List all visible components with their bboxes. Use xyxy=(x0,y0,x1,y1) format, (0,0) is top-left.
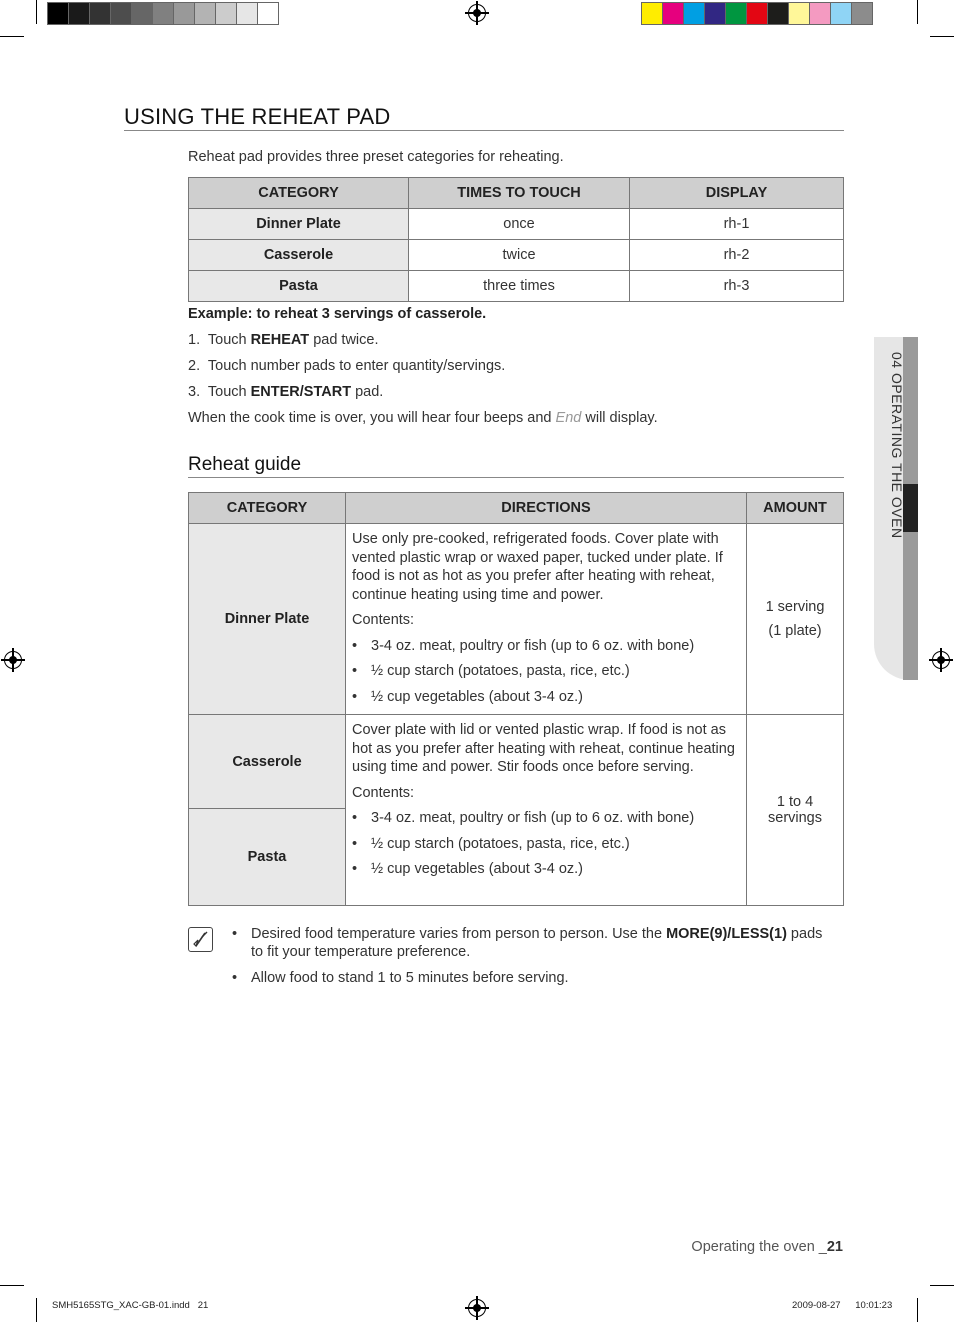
list-item xyxy=(188,358,505,384)
color-swatch xyxy=(257,2,279,25)
registration-mark-icon xyxy=(932,651,950,669)
color-swatch xyxy=(662,2,684,25)
category-cell: Dinner Plate xyxy=(189,524,346,715)
color-swatch xyxy=(788,2,810,25)
display-cell: rh-1 xyxy=(630,209,844,240)
notes-list xyxy=(232,925,832,995)
step-text: pad twice. xyxy=(309,332,379,348)
step-number: 3. xyxy=(188,384,201,400)
list-item xyxy=(188,332,505,358)
times-cell: three times xyxy=(409,271,630,302)
table-row xyxy=(189,524,844,715)
directions-text: Cover plate with lid or vented plastic wrap. If food is not as hot as you prefer after heating with reheat, continue heating using time and power. Stir foods once before serving. xyxy=(352,722,735,775)
step-number: 2. xyxy=(188,358,201,374)
contents-list xyxy=(352,637,738,707)
column-header: CATEGORY xyxy=(189,493,346,524)
color-swatch xyxy=(173,2,195,25)
times-cell: twice xyxy=(409,240,630,271)
category-cell: Pasta xyxy=(189,271,409,302)
list-item: • 3-4 oz. meat, poultry or fish (up to 6 oz. with bone) xyxy=(352,809,738,828)
table-header-row xyxy=(189,493,844,524)
category-cell: Pasta xyxy=(189,809,346,906)
display-cell: rh-3 xyxy=(630,271,844,302)
list-item xyxy=(232,925,832,961)
registration-mark-icon xyxy=(468,4,486,22)
contents-label: Contents: xyxy=(352,784,415,801)
directions-text: Use only pre-cooked, refrigerated foods. Cover plate with vented plastic wrap or waxed paper, tucked under plate. If food is not as hot as you prefer after heating with reheat, continue heating using time and power. xyxy=(352,531,723,603)
example-steps xyxy=(188,332,505,410)
color-swatch xyxy=(641,2,663,25)
display-cell: rh-2 xyxy=(630,240,844,271)
color-swatch xyxy=(704,2,726,25)
slug-time: 10:01:23 xyxy=(855,1300,893,1311)
color-swatch xyxy=(767,2,789,25)
color-swatch xyxy=(68,2,90,25)
crop-mark xyxy=(36,1298,37,1322)
crop-mark xyxy=(0,36,24,37)
amount-text: 1 to 4 xyxy=(776,794,814,810)
step-key: ENTER/START xyxy=(250,384,352,400)
completion-text xyxy=(188,410,658,426)
category-cell: Dinner Plate xyxy=(189,209,409,240)
step-text: Touch xyxy=(207,332,251,348)
table-row xyxy=(189,209,844,240)
times-cell: once xyxy=(409,209,630,240)
end-display-text: End xyxy=(555,410,582,426)
list-item: • Allow food to stand 1 to 5 minutes before serving. xyxy=(232,969,832,987)
completion-text-pre: When the cook time is over, you will hear four beeps and xyxy=(188,410,556,426)
table-row xyxy=(189,240,844,271)
registration-mark-icon xyxy=(468,1299,486,1317)
color-swatch xyxy=(47,2,69,25)
color-swatch xyxy=(89,2,111,25)
color-swatch xyxy=(809,2,831,25)
amount-cell xyxy=(747,715,844,906)
section-rule xyxy=(188,477,844,478)
reheat-categories-table xyxy=(188,177,844,302)
title-rule xyxy=(124,130,844,131)
step-text: Touch xyxy=(207,384,251,400)
list-item: • ½ cup starch (potatoes, pasta, rice, etc.) xyxy=(352,662,738,681)
example-heading: Example: to reheat 3 servings of casserole. xyxy=(188,306,487,322)
footer-section: Operating the oven _ xyxy=(691,1239,827,1255)
color-swatch xyxy=(110,2,132,25)
page-title: USING THE REHEAT PAD xyxy=(124,104,391,129)
amount-text: (1 plate) xyxy=(768,623,822,639)
completion-text-post: will display. xyxy=(581,410,658,426)
crop-mark xyxy=(917,0,918,24)
table-row xyxy=(189,715,844,809)
crop-mark xyxy=(36,0,37,24)
list-item xyxy=(188,384,505,410)
color-swatch xyxy=(851,2,873,25)
note-pencil-icon xyxy=(188,927,213,952)
reheat-guide-table xyxy=(188,492,844,906)
note-text: Desired food temperature varies from person to person. Use the xyxy=(251,926,667,942)
color-swatch xyxy=(683,2,705,25)
color-swatch xyxy=(236,2,258,25)
color-swatch xyxy=(131,2,153,25)
category-cell: Casserole xyxy=(189,715,346,809)
column-header: TIMES TO TOUCH xyxy=(409,178,630,209)
contents-list xyxy=(352,809,738,879)
intro-text: Reheat pad provides three preset categories for reheating. xyxy=(188,149,564,165)
color-swatch xyxy=(194,2,216,25)
registration-mark-icon xyxy=(4,651,22,669)
crop-mark xyxy=(930,1285,954,1286)
amount-text: 1 serving xyxy=(765,599,825,615)
category-cell: Casserole xyxy=(189,240,409,271)
page-footer xyxy=(691,1239,843,1255)
print-slug-file: SMH5165STG_XAC-GB-01.indd 21 xyxy=(52,1300,209,1311)
grayscale-swatch-bar xyxy=(47,2,278,25)
note-text: pads to fit your temperature preference. xyxy=(251,926,823,960)
column-header: DIRECTIONS xyxy=(346,493,747,524)
section-heading: Reheat guide xyxy=(188,454,302,475)
chapter-tab-marker xyxy=(903,484,918,532)
list-item: • 3-4 oz. meat, poultry or fish (up to 6 oz. with bone) xyxy=(352,637,738,656)
table-header-row xyxy=(189,178,844,209)
print-slug-timestamp xyxy=(792,1300,892,1311)
directions-cell xyxy=(346,715,747,906)
amount-cell xyxy=(747,524,844,715)
slug-date: 2009-08-27 xyxy=(792,1300,841,1311)
crop-mark xyxy=(0,1285,24,1286)
directions-cell xyxy=(346,524,747,715)
column-header: AMOUNT xyxy=(747,493,844,524)
column-header: CATEGORY xyxy=(189,178,409,209)
contents-label: Contents: xyxy=(352,612,415,628)
list-item: • ½ cup vegetables (about 3-4 oz.) xyxy=(352,688,738,707)
table-row xyxy=(189,271,844,302)
column-header: DISPLAY xyxy=(630,178,844,209)
step-text: pad. xyxy=(351,384,384,400)
color-swatch xyxy=(746,2,768,25)
color-swatch-bar xyxy=(641,2,872,25)
color-swatch xyxy=(830,2,852,25)
list-item: • ½ cup vegetables (about 3-4 oz.) xyxy=(352,860,738,879)
color-swatch xyxy=(725,2,747,25)
step-key: REHEAT xyxy=(250,332,310,348)
color-swatch xyxy=(152,2,174,25)
page-number: 21 xyxy=(826,1239,843,1255)
note-key: MORE(9)/LESS(1) xyxy=(666,926,787,942)
amount-text: servings xyxy=(768,810,822,826)
list-item: • ½ cup starch (potatoes, pasta, rice, etc.) xyxy=(352,835,738,854)
chapter-tab-label: 04 OPERATING THE OVEN xyxy=(889,352,905,539)
crop-mark xyxy=(917,1298,918,1322)
color-swatch xyxy=(215,2,237,25)
crop-mark xyxy=(930,36,954,37)
step-number: 1. xyxy=(188,332,201,348)
step-text: Touch number pads to enter quantity/servings. xyxy=(207,358,506,374)
